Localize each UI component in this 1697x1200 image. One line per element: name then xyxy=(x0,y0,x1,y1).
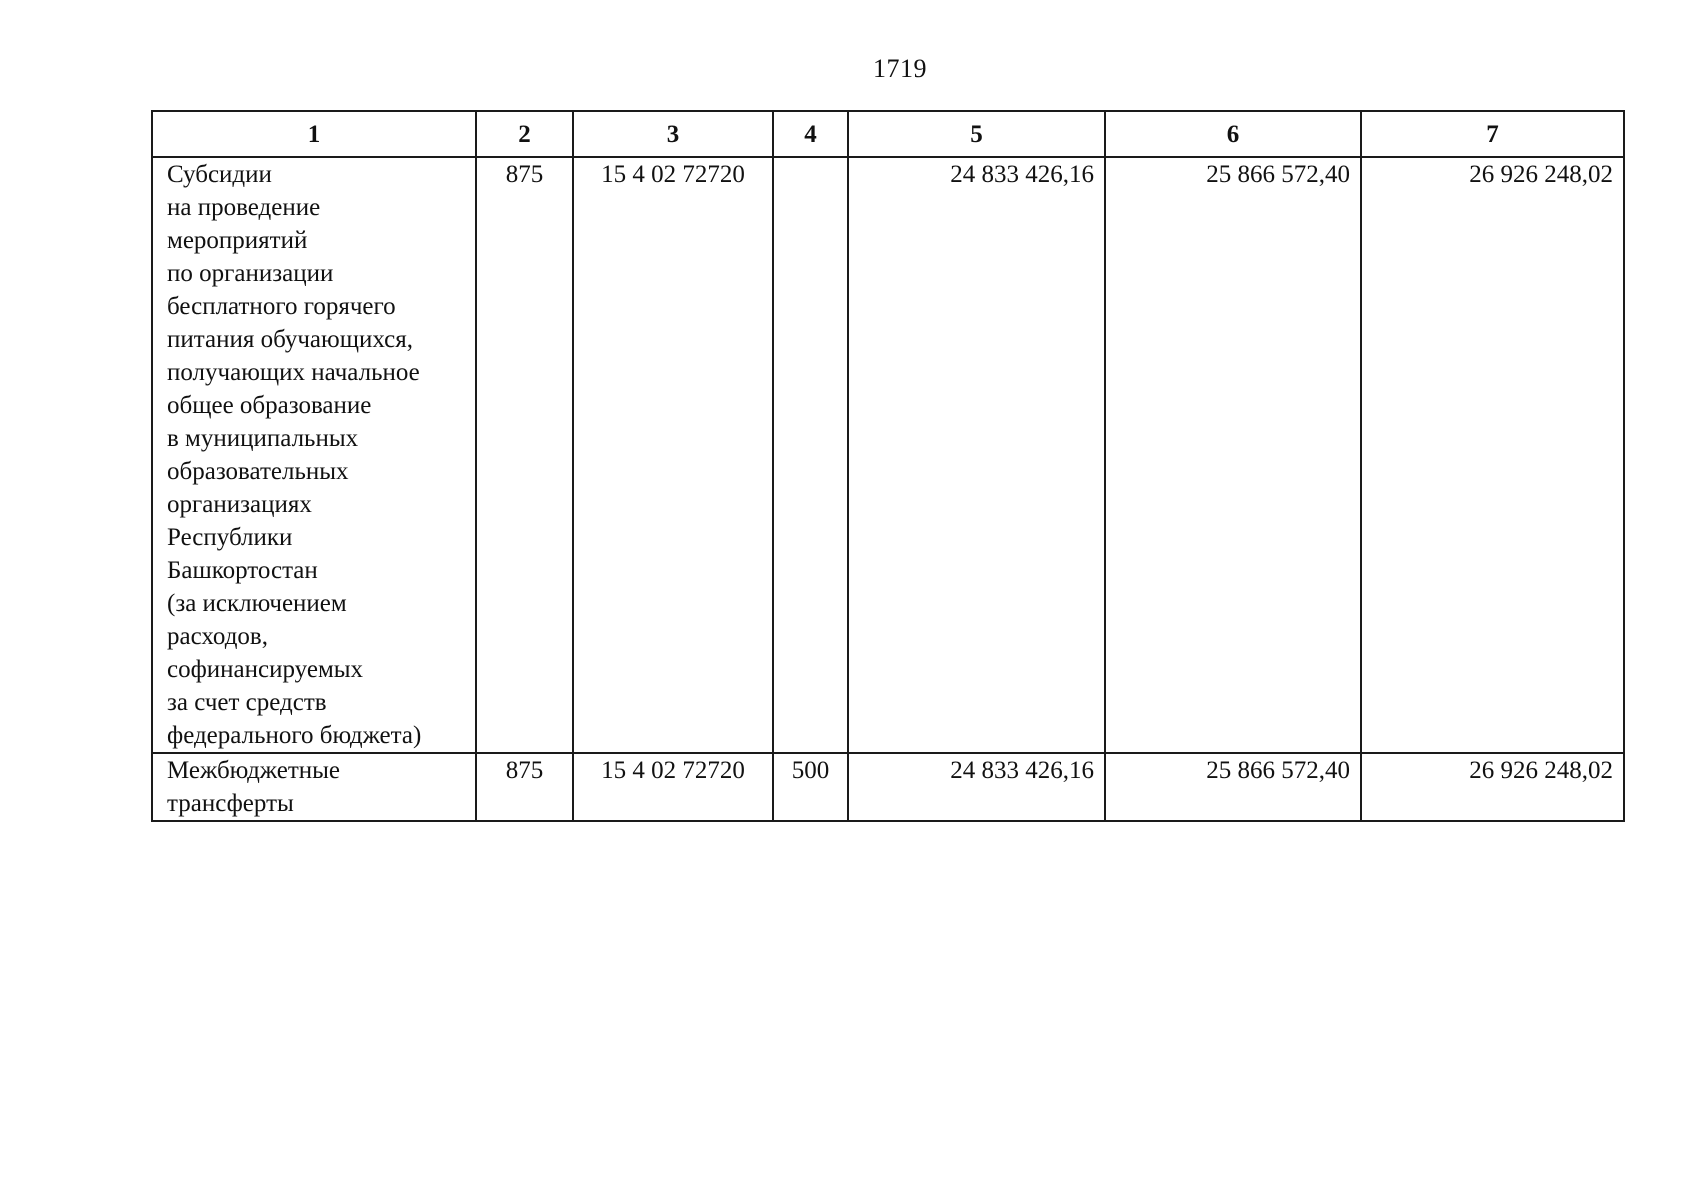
col6-cell: 25 866 572,40 xyxy=(1105,753,1361,821)
column-header-3: 3 xyxy=(573,111,773,157)
col5-cell: 24 833 426,16 xyxy=(848,157,1105,753)
budget-table xyxy=(151,110,1625,822)
column-header-2: 2 xyxy=(476,111,573,157)
row-name-cell: Субсидии на проведение мероприятий по организации бесплатного горячего питания обучающихся, получающих начальное общее образование в муниципальных образовательных организациях Республики Башкортостан (за исключением расходов, софинансируемых за счет средств федерального бюджета) xyxy=(152,157,476,753)
col2-cell: 875 xyxy=(476,157,573,753)
col5-cell: 24 833 426,16 xyxy=(848,753,1105,821)
column-header-4: 4 xyxy=(773,111,848,157)
col6-cell: 25 866 572,40 xyxy=(1105,157,1361,753)
column-header-5: 5 xyxy=(848,111,1105,157)
col7-cell: 26 926 248,02 xyxy=(1361,157,1624,753)
table-row xyxy=(152,157,1624,753)
column-header-1: 1 xyxy=(152,111,476,157)
page-number: 1719 xyxy=(873,54,927,83)
col3-cell: 15 4 02 72720 xyxy=(573,753,773,821)
col4-cell xyxy=(773,157,848,753)
col2-cell: 875 xyxy=(476,753,573,821)
col7-cell: 26 926 248,02 xyxy=(1361,753,1624,821)
column-header-6: 6 xyxy=(1105,111,1361,157)
column-header-7: 7 xyxy=(1361,111,1624,157)
col3-cell: 15 4 02 72720 xyxy=(573,157,773,753)
row-name-cell: Межбюджетные трансферты xyxy=(152,753,476,821)
col4-cell: 500 xyxy=(773,753,848,821)
table-row xyxy=(152,753,1624,821)
header-row xyxy=(152,111,1624,157)
